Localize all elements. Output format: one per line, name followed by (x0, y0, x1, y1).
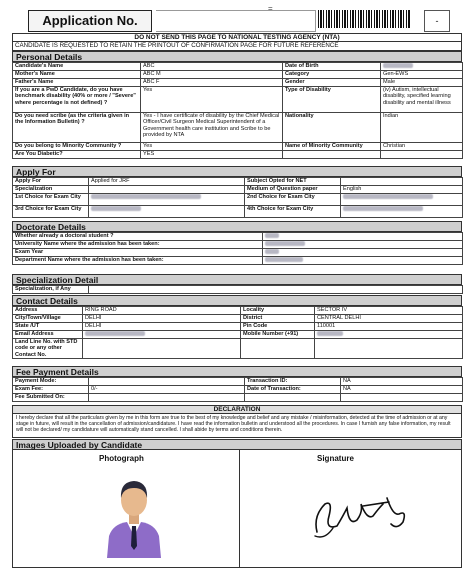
doctoral-student-label: Whether already a doctoral student ? (13, 233, 263, 241)
city-value: DELHI (83, 315, 241, 323)
pin-label: Pin Code (241, 323, 315, 331)
subject-value (341, 178, 463, 186)
doctorate-table (12, 232, 463, 265)
locality-label: Locality (241, 307, 315, 315)
empty-cell (241, 339, 315, 359)
application-number-label: Application No. (42, 13, 138, 28)
father-name-value: ABC F (141, 79, 283, 87)
images-divider (239, 450, 240, 568)
specialization-value (89, 186, 245, 194)
choice3-value (89, 206, 245, 218)
address-label: Address (13, 307, 83, 315)
locality-value: SECTOR IV (315, 307, 463, 315)
medium-label: Medium of Question paper (245, 186, 341, 194)
disability-type-value: (iv) Autism, intellectual disability, specified learning disability and mental illness (381, 87, 463, 113)
apply-for-heading: Apply For (12, 166, 462, 177)
gender-value: Male (381, 79, 463, 87)
specialization-if-any-label: Specialization, if Any (13, 286, 89, 294)
specialization-if-any-value (89, 286, 463, 294)
declaration-text: I hereby declare that all the particulars given by me in this form are true to the best of my knowledge and belief and any mistake / misinformation, detected at the time of admission or at any stage in future, will result in the cancellation of admission/candidature. I have read the information bulletin and understood all the procedures. In case I furnish any false information, my result will not be declared/ my candidature will automatically stand cancelled. I shall abide by terms and conditions therein. (12, 414, 462, 438)
transaction-id-label: Transaction ID: (245, 378, 341, 386)
application-number-field (156, 10, 316, 32)
minority-value: Yes (141, 143, 283, 151)
email-label: Email Address (13, 331, 83, 339)
nationality-value: Indian (381, 113, 463, 143)
father-name-label: Father's Name (13, 79, 141, 87)
choice1-value (89, 194, 245, 206)
apply-for-value: Applied for JRF (89, 178, 245, 186)
mobile-value (315, 331, 463, 339)
minority-label: Do you belong to Minority Community ? (13, 143, 141, 151)
top-mark: = (268, 4, 273, 13)
exam-year-value (263, 249, 463, 257)
contact-details-heading: Contact Details (12, 295, 462, 306)
choice1-label: 1st Choice for Exam City (13, 194, 89, 206)
mobile-label: Mobile Number (+91) (241, 331, 315, 339)
city-label: City/Town/Village (13, 315, 83, 323)
diabetic-value: YES (141, 151, 283, 159)
university-value (263, 241, 463, 249)
candidate-name-value: ABC (141, 63, 283, 71)
diabetic-label: Are You Diabetic? (13, 151, 141, 159)
doctoral-student-value (263, 233, 463, 241)
choice4-value (341, 206, 463, 218)
gender-label: Gender (283, 79, 381, 87)
state-value: DELHI (83, 323, 241, 331)
images-area (12, 450, 462, 568)
fee-submitted-label: Fee Submitted On: (13, 394, 89, 402)
dob-value (381, 63, 463, 71)
district-label: District (241, 315, 315, 323)
choice2-value (341, 194, 463, 206)
photograph-label: Photograph (99, 454, 144, 463)
specialization-table (12, 285, 463, 294)
transaction-date-value: NA (341, 386, 463, 394)
empty-cell (245, 394, 341, 402)
address-value: RING ROAD (83, 307, 241, 315)
category-value: Gen-EWS (381, 71, 463, 79)
choice3-label: 3rd Choice for Exam City (13, 206, 89, 218)
transaction-date-label: Date of Transaction: (245, 386, 341, 394)
specialization-label: Specialization (13, 186, 89, 194)
exam-fee-label: Exam Fee: (13, 386, 89, 394)
apply-for-table (12, 177, 463, 218)
university-label: University Name where the admission has been taken: (13, 241, 263, 249)
empty-cell (315, 339, 463, 359)
choice2-label: 2nd Choice for Exam City (245, 194, 341, 206)
barcode (318, 10, 410, 28)
candidate-photo (103, 470, 165, 558)
contact-details-table (12, 306, 463, 359)
minority-name-label: Name of Minority Community (283, 143, 381, 151)
exam-fee-value: 0/- (89, 386, 245, 394)
category-label: Category (283, 71, 381, 79)
subject-label: Subject Opted for NET (245, 178, 341, 186)
choice4-label: 4th Choice for Exam City (245, 206, 341, 218)
pwd-value: Yes (141, 87, 283, 113)
specialization-heading: Specialization Detail (12, 274, 462, 285)
retain-notice: CANDIDATE IS REQUESTED TO RETAIN THE PRINTOUT OF CONFIRMATION PAGE FOR FUTURE REFERENCE (12, 42, 462, 51)
minority-name-value: Christian (381, 143, 463, 151)
apply-for-label: Apply For (13, 178, 89, 186)
declaration-heading: DECLARATION (12, 405, 462, 414)
payment-mode-value (89, 378, 245, 386)
empty-cell (381, 151, 463, 159)
empty-cell (283, 151, 381, 159)
corner-box: - (424, 10, 450, 32)
state-label: State /UT (13, 323, 83, 331)
nationality-label: Nationality (283, 113, 381, 143)
district-value: CENTRAL DELHI (315, 315, 463, 323)
email-value (83, 331, 241, 339)
confirmation-page (6, 4, 468, 574)
transaction-id-value: NA (341, 378, 463, 386)
fee-submitted-value (89, 394, 245, 402)
images-heading: Images Uploaded by Candidate (12, 439, 462, 450)
department-label: Department Name where the admission has been taken: (13, 257, 263, 265)
personal-details-table (12, 62, 463, 159)
pin-value: 110001 (315, 323, 463, 331)
mother-name-label: Mother's Name (13, 71, 141, 79)
signature-label: Signature (317, 454, 354, 463)
dob-label: Date of Birth (283, 63, 381, 71)
disability-type-label: Type of Disability (283, 87, 381, 113)
mother-name-value: ABC M (141, 71, 283, 79)
personal-details-heading: Personal Details (12, 51, 462, 62)
fee-details-table (12, 377, 463, 402)
fee-details-heading: Fee Payment Details (12, 366, 462, 377)
empty-cell (341, 394, 463, 402)
doctorate-heading: Doctorate Details (12, 221, 462, 232)
application-number-box (28, 10, 152, 32)
landline-value (83, 339, 241, 359)
exam-year-label: Exam Year (13, 249, 263, 257)
notice-banner: DO NOT SEND THIS PAGE TO NATIONAL TESTING AGENCY (NTA) (12, 33, 462, 42)
scribe-label: Do you need scribe (as the criteria given in the Information Bulletin) ? (13, 113, 141, 143)
landline-label: Land Line No. with STD code or any other Contact No. (13, 339, 83, 359)
department-value (263, 257, 463, 265)
pwd-label: If you are a PwD Candidate, do you have benchmark disability (40% or more / "Severe" where percentage is not defined) ? (13, 87, 141, 113)
payment-mode-label: Payment Mode: (13, 378, 89, 386)
scribe-value: Yes - I have certificate of disability by the Chief Medical Officer/Civil Surgeon Medical Superintendent of a Government health care institution and Scribe to be provided by NTA (141, 113, 283, 143)
candidate-signature (303, 486, 423, 546)
medium-value: English (341, 186, 463, 194)
candidate-name-label: Candidate's Name (13, 63, 141, 71)
